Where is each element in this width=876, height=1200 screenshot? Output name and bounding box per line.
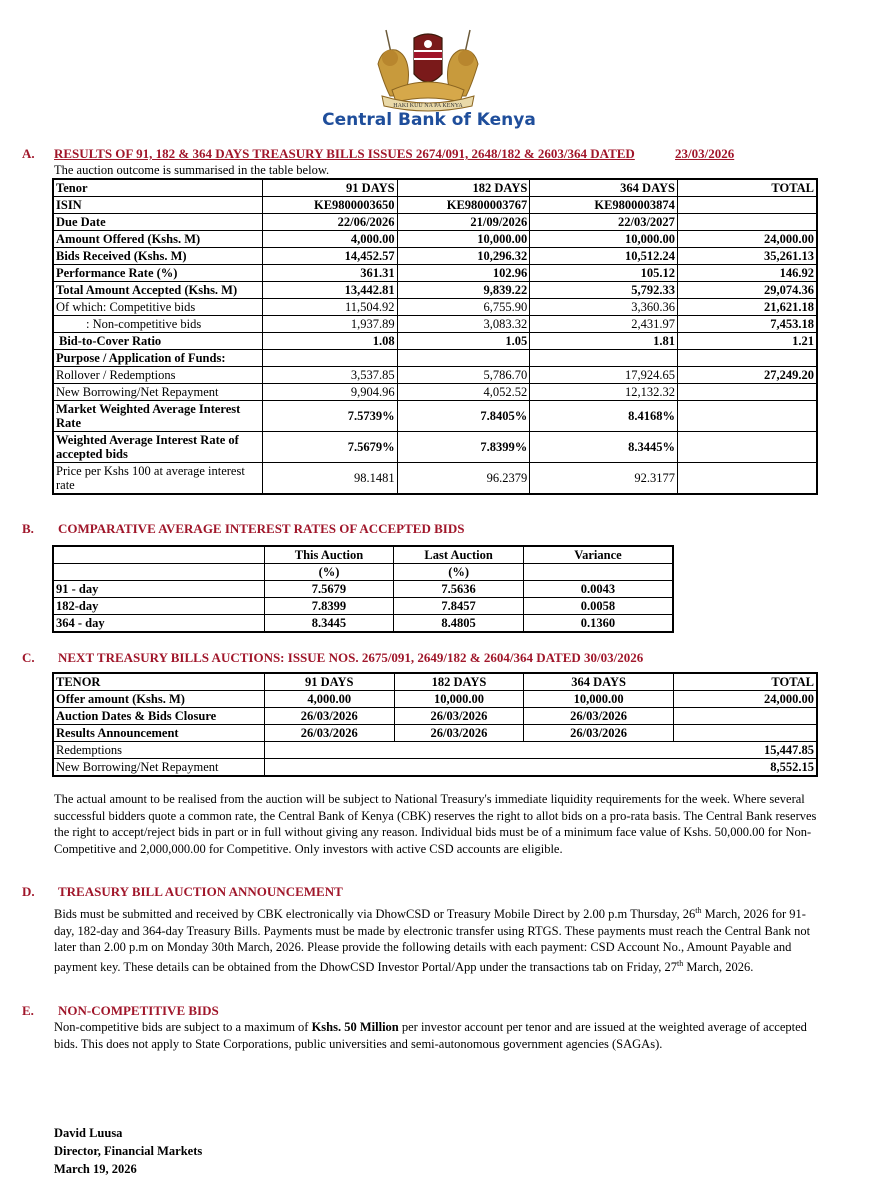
cell-total: 21,621.18 <box>677 299 817 316</box>
section-a-title <box>54 146 635 162</box>
signatory-title: Director, Financial Markets <box>54 1144 203 1158</box>
cell-364: 2,431.97 <box>530 316 678 333</box>
header-91: 91 DAYS <box>264 673 394 691</box>
cell-91: 98.1481 <box>262 463 397 494</box>
cbk-logo <box>368 24 488 116</box>
cell-364: 92.3177 <box>530 463 678 494</box>
row-label: Amount Offered (Kshs. M) <box>53 231 262 248</box>
cell-91: 7.5679% <box>262 432 397 463</box>
cell-182: 26/03/2026 <box>394 725 524 742</box>
cell-91: 13,442.81 <box>262 282 397 299</box>
cell-total <box>677 350 817 367</box>
header-variance: Variance <box>523 546 673 564</box>
section-c-title: NEXT TREASURY BILLS AUCTIONS: ISSUE NOS. 2675/091, 2649/182 & 2604/364 DATED 30/03/2026 <box>58 650 644 665</box>
signature-date: March 19, 2026 <box>54 1162 137 1176</box>
header-182: 182 DAYS <box>397 179 530 197</box>
coat-of-arms-icon <box>368 24 488 116</box>
row-label: Purpose / Application of Funds: <box>53 350 262 367</box>
section-e-text <box>54 1019 819 1052</box>
table-row <box>53 742 817 759</box>
row-label: : Non-competitive bids <box>53 316 262 333</box>
cell-182: 10,000.00 <box>394 691 524 708</box>
cell-total <box>673 725 817 742</box>
comparative-rates-table <box>52 545 674 633</box>
table-header-row <box>53 673 817 691</box>
table-row <box>53 598 673 615</box>
row-label: 91 - day <box>53 581 264 598</box>
cell-364: 26/03/2026 <box>524 708 674 725</box>
cell-91: 3,537.85 <box>262 367 397 384</box>
table-header-row <box>53 546 673 564</box>
org-name: Central Bank of Kenya <box>322 110 536 130</box>
table-row <box>53 231 817 248</box>
subheader-last-pct: (%) <box>394 564 524 581</box>
table-row <box>53 691 817 708</box>
table-header-row <box>53 179 817 197</box>
cell-total <box>677 384 817 401</box>
cell-364: KE9800003874 <box>530 197 678 214</box>
row-label: Weighted Average Interest Rate of accepted bids <box>53 432 262 463</box>
cell-364 <box>530 350 678 367</box>
cell-364: 8.3445% <box>530 432 678 463</box>
cell-182: 1.05 <box>397 333 530 350</box>
cell-182: 7.8399% <box>397 432 530 463</box>
header-tenor: TENOR <box>53 673 264 691</box>
table-row <box>53 333 817 350</box>
cell-91: 4,000.00 <box>264 691 394 708</box>
cell-total: 7,453.18 <box>677 316 817 333</box>
cell-last: 7.5636 <box>394 581 524 598</box>
row-label: 364 - day <box>53 615 264 633</box>
redemptions-value: 15,447.85 <box>264 742 817 759</box>
cell-182: 9,839.22 <box>397 282 530 299</box>
cell-364: 8.4168% <box>530 401 678 432</box>
cell-182: 26/03/2026 <box>394 708 524 725</box>
section-d-sup2: th <box>677 958 684 968</box>
cell-91: 1,937.89 <box>262 316 397 333</box>
section-a-letter: A. <box>22 146 35 161</box>
row-label: Bid-to-Cover Ratio <box>53 333 262 350</box>
section-b-letter: B. <box>22 521 34 536</box>
new-borrowing-label: New Borrowing/Net Repayment <box>53 759 264 777</box>
logo-motto: HAKI KUU NA PA KENYA <box>393 103 463 109</box>
header-this-auction: This Auction <box>264 546 394 564</box>
cell-364: 12,132.32 <box>530 384 678 401</box>
row-label: Results Announcement <box>53 725 264 742</box>
table-row <box>53 432 817 463</box>
cell-182: 5,786.70 <box>397 367 530 384</box>
section-d-title: TREASURY BILL AUCTION ANNOUNCEMENT <box>58 884 343 899</box>
section-d-letter: D. <box>22 884 35 899</box>
cell-total: 24,000.00 <box>673 691 817 708</box>
cell-91 <box>262 350 397 367</box>
table-row <box>53 248 817 265</box>
cell-182: KE9800003767 <box>397 197 530 214</box>
cell-this: 7.5679 <box>264 581 394 598</box>
row-label: 182-day <box>53 598 264 615</box>
table-row <box>53 265 817 282</box>
cell-91: 14,452.57 <box>262 248 397 265</box>
row-label: ISIN <box>53 197 262 214</box>
cell-variance: 0.0058 <box>523 598 673 615</box>
cell-this: 8.3445 <box>264 615 394 633</box>
cell-364: 10,000.00 <box>530 231 678 248</box>
table-row <box>53 282 817 299</box>
subheader-this-pct: (%) <box>264 564 394 581</box>
cell-182: 102.96 <box>397 265 530 282</box>
cell-total <box>677 463 817 494</box>
header-364: 364 DAYS <box>530 179 678 197</box>
cell-182: 7.8405% <box>397 401 530 432</box>
row-label: Due Date <box>53 214 262 231</box>
row-label: Bids Received (Kshs. M) <box>53 248 262 265</box>
cell-91: KE9800003650 <box>262 197 397 214</box>
cell-91: 11,504.92 <box>262 299 397 316</box>
subheader-empty <box>53 564 264 581</box>
header-91: 91 DAYS <box>262 179 397 197</box>
cell-variance: 0.1360 <box>523 615 673 633</box>
header-tenor: Tenor <box>53 179 262 197</box>
row-label: Auction Dates & Bids Closure <box>53 708 264 725</box>
cell-total: 29,074.36 <box>677 282 817 299</box>
row-label: Offer amount (Kshs. M) <box>53 691 264 708</box>
signatory-name: David Luusa <box>54 1126 123 1140</box>
cell-182: 10,296.32 <box>397 248 530 265</box>
cell-total: 27,249.20 <box>677 367 817 384</box>
row-label: Performance Rate (%) <box>53 265 262 282</box>
table-row <box>53 299 817 316</box>
signature-block <box>54 1124 202 1178</box>
cell-182: 3,083.32 <box>397 316 530 333</box>
table-row <box>53 401 817 432</box>
table-row <box>53 316 817 333</box>
table-row <box>53 708 817 725</box>
section-e-bold: Kshs. 50 Million <box>311 1020 399 1034</box>
cell-364: 1.81 <box>530 333 678 350</box>
cell-91: 9,904.96 <box>262 384 397 401</box>
cell-182: 4,052.52 <box>397 384 530 401</box>
redemptions-label: Redemptions <box>53 742 264 759</box>
cell-91: 26/03/2026 <box>264 708 394 725</box>
cell-total: 1.21 <box>677 333 817 350</box>
cell-total: 24,000.00 <box>677 231 817 248</box>
section-d-sup1: th <box>695 906 702 915</box>
section-d-p1: Bids must be submitted and received by CBK electronically via DhowCSD or Treasury Mobile Direct by 2.00 p.m Thursday, 26 <box>54 907 696 922</box>
section-b-title: COMPARATIVE AVERAGE INTEREST RATES OF ACCEPTED BIDS <box>58 521 465 536</box>
section-e-letter: E. <box>22 1003 34 1018</box>
row-label: Of which: Competitive bids <box>53 299 262 316</box>
cell-total <box>677 214 817 231</box>
section-a-title-text: RESULTS OF 91, 182 & 364 DAYS TREASURY BILLS ISSUES 2674/091, 2648/182 & 2603/364 DATED <box>54 146 635 161</box>
cell-182: 6,755.90 <box>397 299 530 316</box>
cell-364: 5,792.33 <box>530 282 678 299</box>
cell-182 <box>397 350 530 367</box>
cell-91: 22/06/2026 <box>262 214 397 231</box>
subheader-variance <box>523 564 673 581</box>
cell-91: 361.31 <box>262 265 397 282</box>
section-d-p2: March, 2026 for 91-day, 182-day and 364-day Treasury Bills. Payments must be made by electronic transfer using RTGS. These payments must reach the Central Bank not later than 2.00 p.m on Monday 30th March, 2026. Please provide the following details with each payment: CSD Account No., Amount Payable and payment key. These details can be obtained from the DhowCSD Investor Portal/App under the transactions tab on Friday, 27 <box>54 907 811 974</box>
table-row <box>53 350 817 367</box>
section-c-note: The actual amount to be realised from the auction will be subject to National Treasury's immediate liquidity requirements for the week. Where several successful bidders quote a common rate, the Central Bank of Kenya (CBK) reserves the right to allot bids on a pro-rata basis. The Central Bank reserves the right to accept/reject bids in part or in full without giving any reason. Individual bids must be of a minimum face value of Kshs. 50,000.00 for Non-Competitive and 2,000,000.00 for Competitive. Only investors with active CSD accounts are eligible. <box>54 792 817 856</box>
cell-total <box>677 432 817 463</box>
cell-364: 22/03/2027 <box>530 214 678 231</box>
cell-total <box>673 708 817 725</box>
table-subheader-row <box>53 564 673 581</box>
cell-91: 26/03/2026 <box>264 725 394 742</box>
cell-last: 7.8457 <box>394 598 524 615</box>
cell-182: 96.2379 <box>397 463 530 494</box>
cell-this: 7.8399 <box>264 598 394 615</box>
header-total: TOTAL <box>673 673 817 691</box>
next-auction-table <box>52 672 818 777</box>
cell-total <box>677 197 817 214</box>
header-total: TOTAL <box>677 179 817 197</box>
cell-364: 10,000.00 <box>524 691 674 708</box>
cell-364: 105.12 <box>530 265 678 282</box>
section-e-p1: Non-competitive bids are subject to a maximum of <box>54 1020 312 1034</box>
cell-total: 146.92 <box>677 265 817 282</box>
cell-total: 35,261.13 <box>677 248 817 265</box>
row-label: Rollover / Redemptions <box>53 367 262 384</box>
section-a-intro: The auction outcome is summarised in the table below. <box>54 163 330 177</box>
cell-182: 21/09/2026 <box>397 214 530 231</box>
section-e-p2: per investor account per tenor and are issued at the weighted average of accepted bids. This does not apply to State Corporations, public universities and semi-autonomous government agencies (SAGAs). <box>54 1020 807 1051</box>
table-row <box>53 384 817 401</box>
row-label: Market Weighted Average Interest Rate <box>53 401 262 432</box>
cell-91: 1.08 <box>262 333 397 350</box>
cell-364: 10,512.24 <box>530 248 678 265</box>
section-c-letter: C. <box>22 650 35 665</box>
row-label: Total Amount Accepted (Kshs. M) <box>53 282 262 299</box>
row-label: Price per Kshs 100 at average interest rate <box>53 463 262 494</box>
header-last-auction: Last Auction <box>394 546 524 564</box>
cell-variance: 0.0043 <box>523 581 673 598</box>
new-borrowing-value: 8,552.15 <box>264 759 817 777</box>
table-row <box>53 197 817 214</box>
header-empty <box>53 546 264 564</box>
table-row <box>53 759 817 777</box>
cell-364: 3,360.36 <box>530 299 678 316</box>
cell-364: 17,924.65 <box>530 367 678 384</box>
auction-results-table <box>52 178 818 495</box>
header-182: 182 DAYS <box>394 673 524 691</box>
cell-91: 4,000.00 <box>262 231 397 248</box>
section-a-date: 23/03/2026 <box>675 146 735 161</box>
table-row <box>53 463 817 494</box>
table-row <box>53 367 817 384</box>
section-e-title: NON-COMPETITIVE BIDS <box>58 1003 219 1018</box>
cell-182: 10,000.00 <box>397 231 530 248</box>
cell-total <box>677 401 817 432</box>
cell-last: 8.4805 <box>394 615 524 633</box>
table-row <box>53 615 673 633</box>
table-row <box>53 214 817 231</box>
header-364: 364 DAYS <box>524 673 674 691</box>
cell-91: 7.5739% <box>262 401 397 432</box>
table-row <box>53 581 673 598</box>
row-label: New Borrowing/Net Repayment <box>53 384 262 401</box>
cell-364: 26/03/2026 <box>524 725 674 742</box>
table-row <box>53 725 817 742</box>
section-d-p3: March, 2026. <box>683 959 754 974</box>
section-d-text <box>54 903 819 975</box>
